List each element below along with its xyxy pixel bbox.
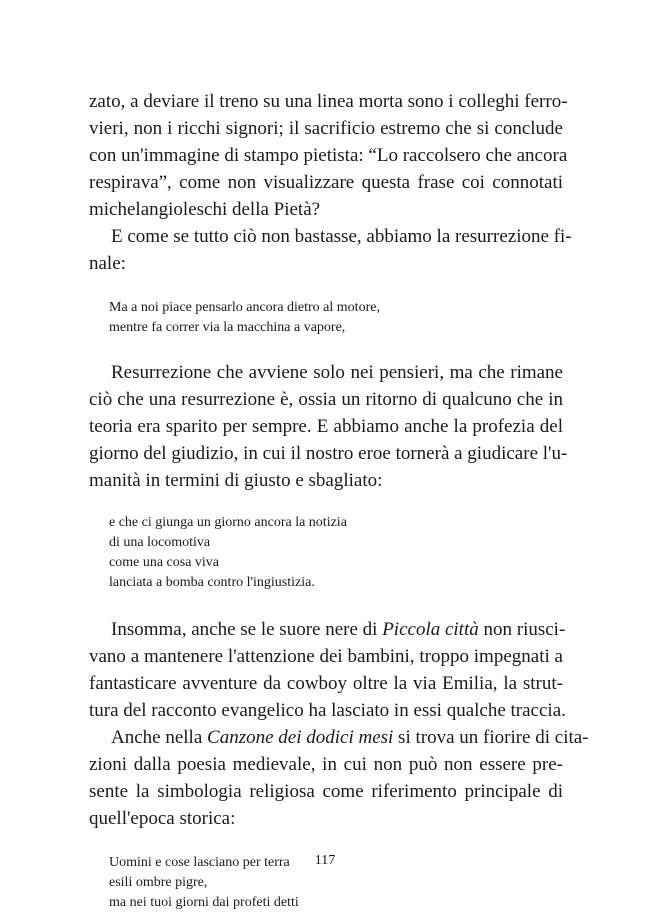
verse-line: esili ombre pigre, [109,875,208,890]
text-line: quell'epoca storica: [89,808,236,829]
verse-line: lanciata a bomba contro l'ingiustizia. [109,575,315,590]
verse-line: di una locomotiva [109,535,211,550]
page-body [89,88,589,913]
verse-quote-1 [89,298,563,338]
verse-line: ma nei tuoi giorni dai profeti detti [109,895,299,910]
paragraph-1 [89,88,568,223]
text-line: Resurrezione che avviene solo nei pensieri, ma che rimane [111,362,563,383]
text-line: sente la simbologia religiosa come riferimento principale di [89,781,563,802]
text-line [89,724,589,751]
text-line: teoria era sparito per sempre. E abbiamo anche la profezia del [89,416,563,437]
text-line: zioni dalla poesia medievale, in cui non può non essere pre- [89,754,563,775]
text-line: tura del racconto evangelico ha lasciato in essi qualche traccia. [89,700,566,721]
paragraph-5 [89,724,589,832]
verse-line: mentre fa correr via la macchina a vapore, [109,320,346,335]
paragraph-3 [89,359,568,494]
text-fragment: Anche nella [111,727,208,748]
text-line [89,616,566,643]
verse-line: Ma a noi piace pensarlo ancora dietro al motore, [109,300,380,315]
page-number: 117 [314,853,336,868]
text-line: nale: [89,253,126,274]
text-line: fantasticare avventure da cowboy oltre la via Emilia, la strut- [89,673,563,694]
text-line: vieri, non i ricchi signori; il sacrificio estremo che si conclude [89,118,563,139]
text-fragment: non riusci- [478,619,566,640]
text-fragment: si trova un fiorire di cita- [393,727,589,748]
verse-quote-2 [89,513,563,593]
paragraph-2 [89,223,572,277]
text-line: giorno del giudizio, in cui il nostro eroe tornerà a giudicare l'u- [89,443,568,464]
text-line: respirava”, come non visualizzare questa frase coi connotati [89,172,563,193]
text-line: con un'immagine di stampo pietista: “Lo raccolsero che ancora [89,145,568,166]
paragraph-4 [89,616,566,724]
text-line: manità in termini di giusto e sbagliato: [89,470,383,491]
verse-line: Uomini e cose lasciano per terra [109,855,290,870]
text-fragment: Insomma, anche se le suore nere di [111,619,383,640]
verse-line: e che ci giunga un giorno ancora la notizia [109,515,347,530]
text-line: zato, a deviare il treno su una linea morta sono i colleghi ferro- [89,91,568,112]
song-title: Canzone dei dodici mesi [207,727,394,748]
text-line: ciò che una resurrezione è, ossia un ritorno di qualcuno che in [89,389,563,410]
text-line: vano a mantenere l'attenzione dei bambini, troppo impegnati a [89,646,563,667]
verse-line: come una cosa viva [109,555,220,570]
text-line: michelangioleschi della Pietà? [89,199,321,220]
text-line: E come se tutto ciò non bastasse, abbiamo la resurrezione fi- [111,226,572,247]
song-title: Piccola città [382,619,479,640]
